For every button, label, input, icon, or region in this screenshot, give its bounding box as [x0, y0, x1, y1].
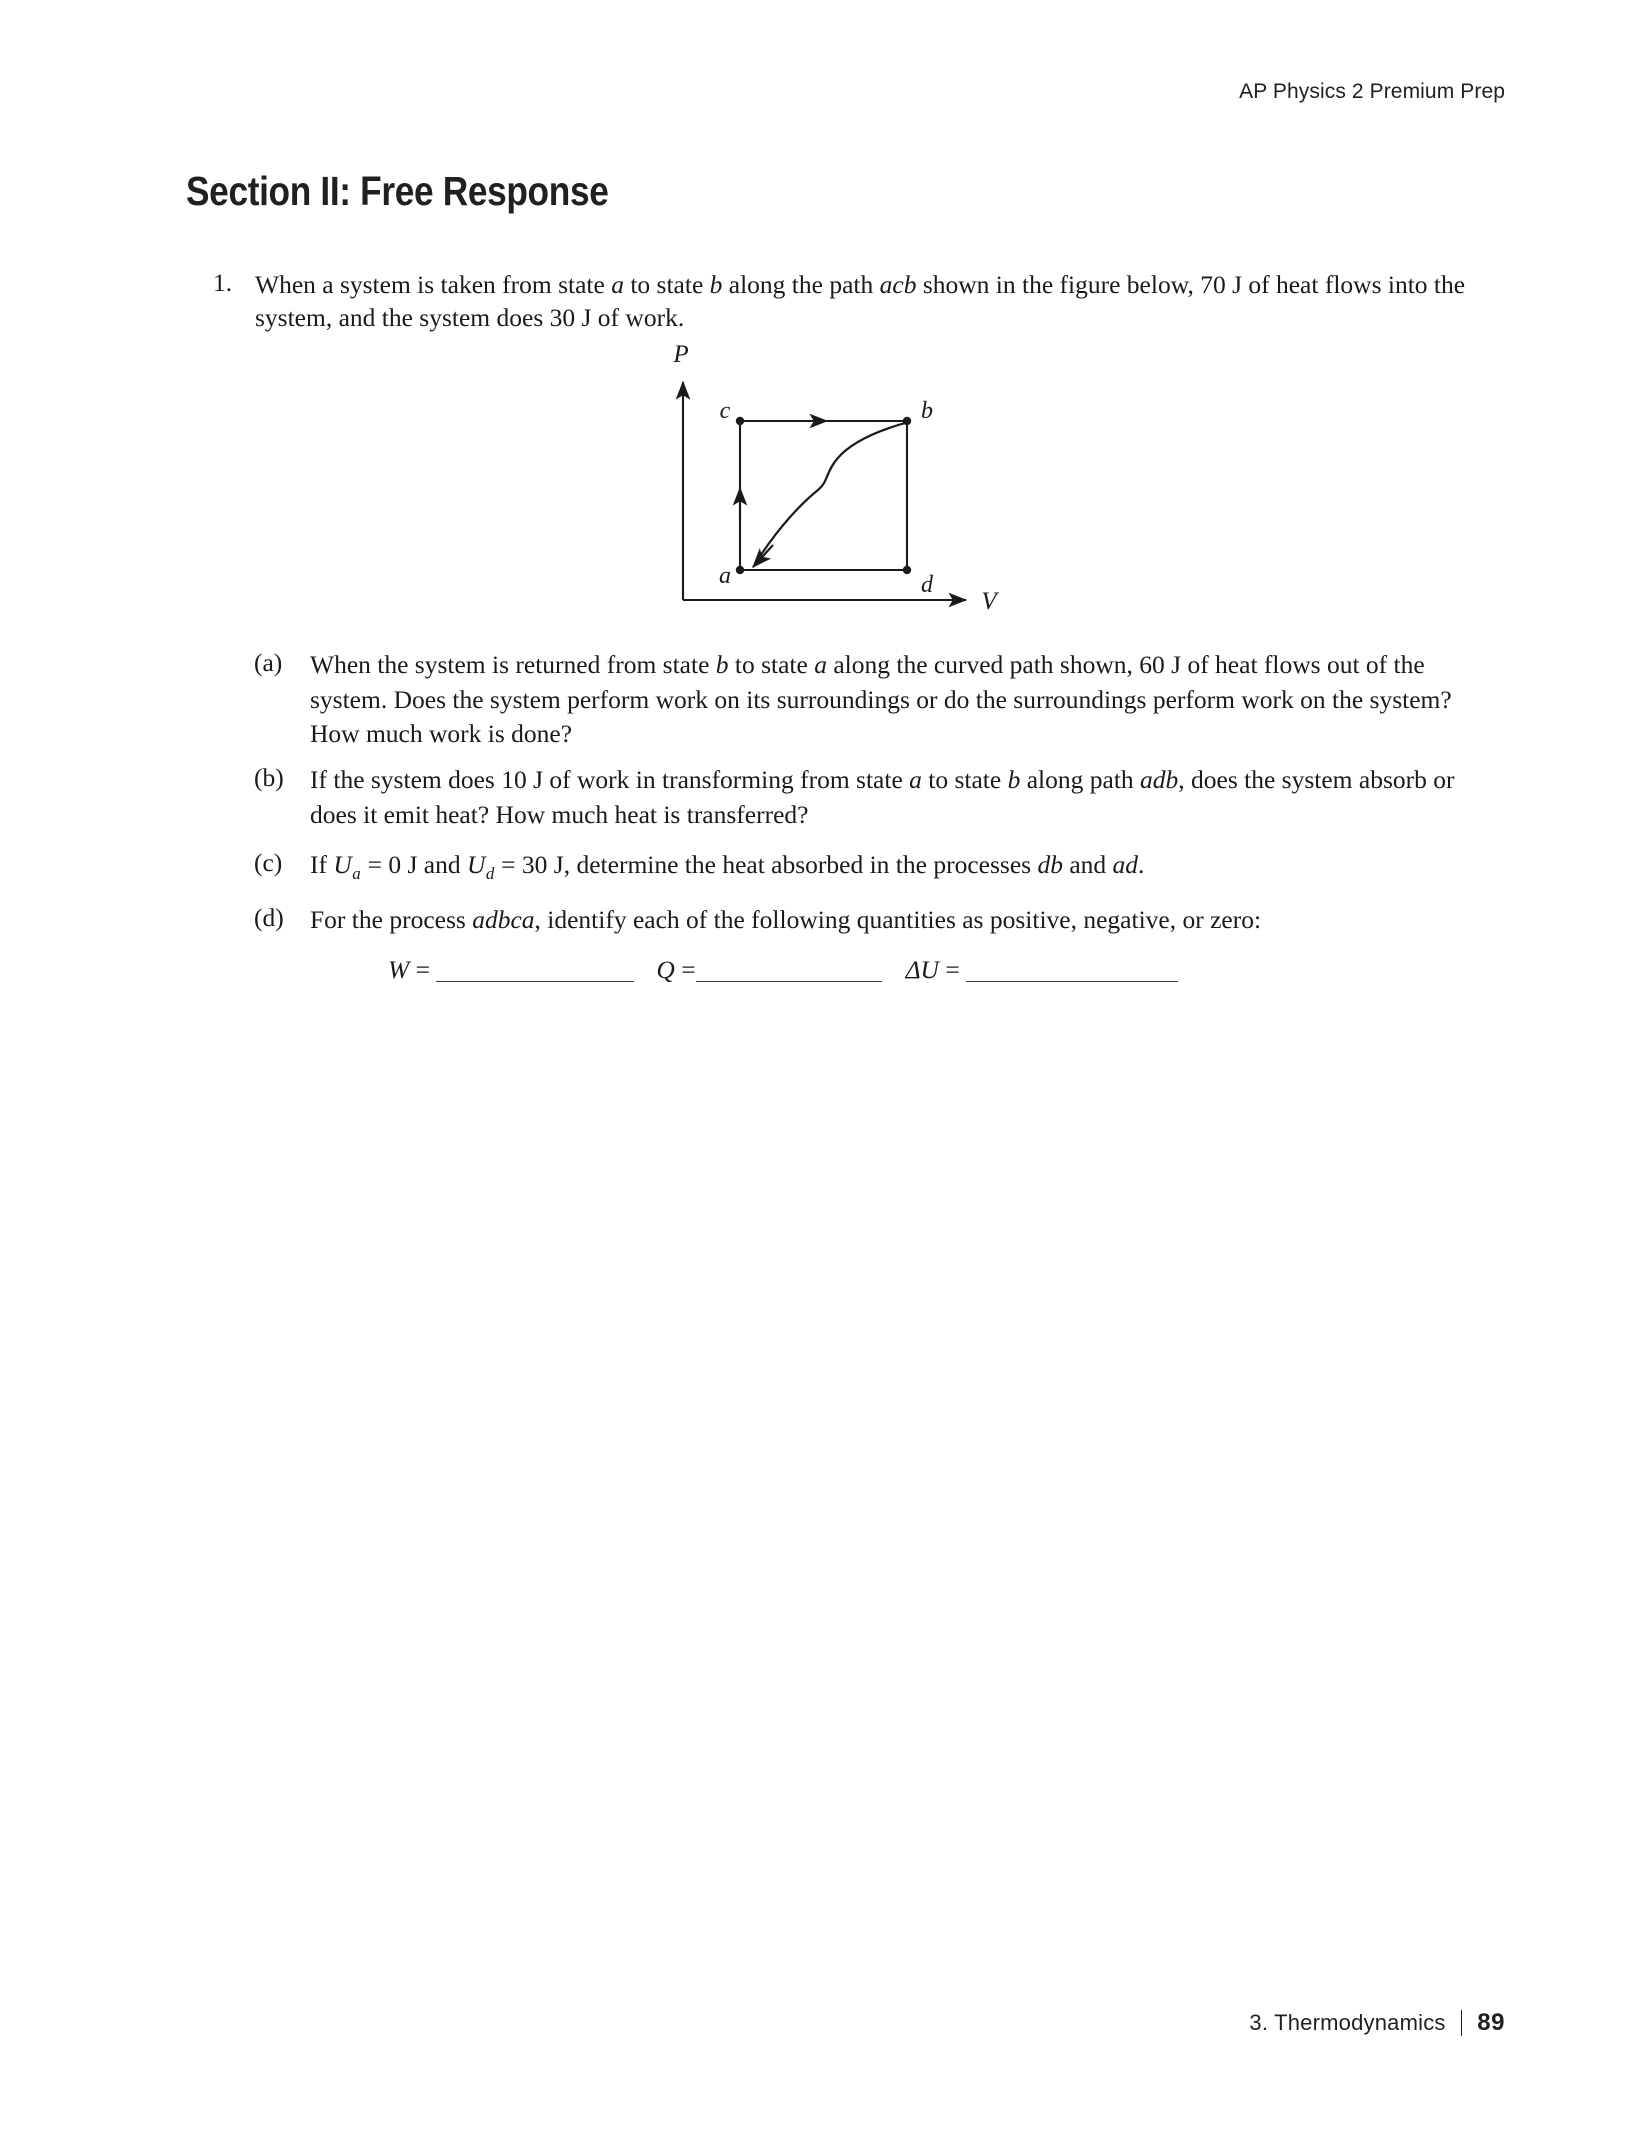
part-d-text [310, 903, 1524, 938]
part-b-label: (b) [254, 763, 284, 792]
question-text [255, 268, 1481, 334]
part-a-label: (a) [254, 648, 283, 677]
part-b-seg1: If the system does 10 J of work in transforming from state [310, 765, 910, 794]
part-c-subscript-a: a [352, 864, 361, 884]
footer-chapter: 3. Thermodynamics [1249, 2010, 1446, 2035]
footer-divider [1461, 2010, 1463, 2036]
part-c-process-db: db [1037, 850, 1063, 879]
question-text-seg3: along the path [722, 270, 880, 299]
part-c-seg2: = 0 J and [361, 850, 467, 879]
part-d-label: (d) [254, 903, 284, 932]
blank-eq-w: = [409, 955, 437, 984]
blank-label-q: Q [656, 955, 675, 984]
question-text-seg4: shown in the figure below, 70 J of heat flows into the system, and the system does 30 J of work. [255, 270, 1466, 332]
part-b-var-a: a [909, 765, 922, 794]
answer-blank-w[interactable] [436, 981, 634, 982]
curved-path-b-to-a [755, 423, 905, 564]
blank-label-delta-u: ΔU [905, 955, 939, 984]
axis-label-v: V [981, 588, 997, 615]
part-d-process-adbca: adbca [472, 905, 535, 934]
pv-diagram-svg [655, 330, 1015, 620]
part-a-var-a: a [814, 650, 827, 679]
part-c-text [310, 848, 1524, 892]
axis-label-p: P [673, 341, 689, 368]
part-b-var-b: b [1007, 765, 1021, 794]
blank-eq-u: = [938, 955, 967, 984]
question-var-b: b [709, 270, 723, 299]
part-b-seg4: , does the system absorb or does it emit heat? How much heat is transferred? [310, 765, 1455, 829]
state-point-a [736, 566, 744, 574]
state-point-b [903, 417, 911, 425]
part-d-seg1: For the process [310, 905, 473, 934]
part-c [254, 848, 1524, 892]
part-a-var-b: b [715, 650, 729, 679]
part-a [254, 648, 1482, 752]
answer-blanks-row [388, 955, 1178, 985]
part-c-sym-u-d: U [466, 850, 486, 879]
part-b-text [310, 763, 1482, 832]
part-a-seg2: to state [728, 650, 815, 679]
blank-eq-q: = [674, 955, 696, 984]
section-heading: Section II: Free Response [186, 168, 609, 214]
part-b-path-adb: adb [1140, 765, 1179, 794]
question-1 [213, 268, 1481, 334]
part-c-seg3: = 30 J, determine the heat absorbed in the processes [494, 850, 1038, 879]
part-d [254, 903, 1524, 938]
state-label-a: a [719, 563, 731, 589]
part-d-seg2: , identify each of the following quantities as positive, negative, or zero: [534, 905, 1262, 934]
part-c-process-ad: ad [1112, 850, 1139, 879]
pv-diagram-figure [655, 330, 1015, 620]
part-a-seg1: When the system is returned from state [310, 650, 716, 679]
question-number: 1. [213, 268, 233, 297]
part-c-seg4: and [1062, 850, 1113, 879]
state-label-c: c [719, 398, 731, 424]
state-label-d: d [921, 572, 933, 598]
footer-page-number: 89 [1477, 2009, 1505, 2036]
part-c-seg5: . [1138, 850, 1145, 879]
part-c-seg1: If [310, 850, 334, 879]
part-b-seg2: to state [921, 765, 1008, 794]
question-var-a: a [611, 270, 624, 299]
part-a-seg3: along the curved path shown, 60 J of heat flows out of the system. Does the system perform work on its surroundings or do the surroundings perform work on the system? How much work is done? [310, 650, 1452, 748]
blank-label-w: W [388, 955, 410, 984]
running-head: AP Physics 2 Premium Prep [1239, 80, 1505, 103]
arrow-b-to-a [753, 545, 773, 567]
page-footer [1249, 2009, 1505, 2037]
part-a-text [310, 648, 1482, 752]
question-path-acb: acb [879, 270, 917, 299]
part-c-subscript-d: d [485, 864, 495, 884]
state-point-d [903, 566, 911, 574]
part-c-sym-u-a: U [333, 850, 352, 879]
state-label-b: b [921, 398, 933, 424]
part-b [254, 763, 1482, 832]
part-c-label: (c) [254, 848, 283, 877]
part-b-seg3: along path [1020, 765, 1141, 794]
question-text-seg2: to state [623, 270, 710, 299]
state-point-c [736, 417, 744, 425]
question-text-seg1: When a system is taken from state [255, 270, 612, 299]
answer-blank-delta-u[interactable] [966, 981, 1178, 982]
answer-blank-q[interactable] [696, 981, 882, 982]
